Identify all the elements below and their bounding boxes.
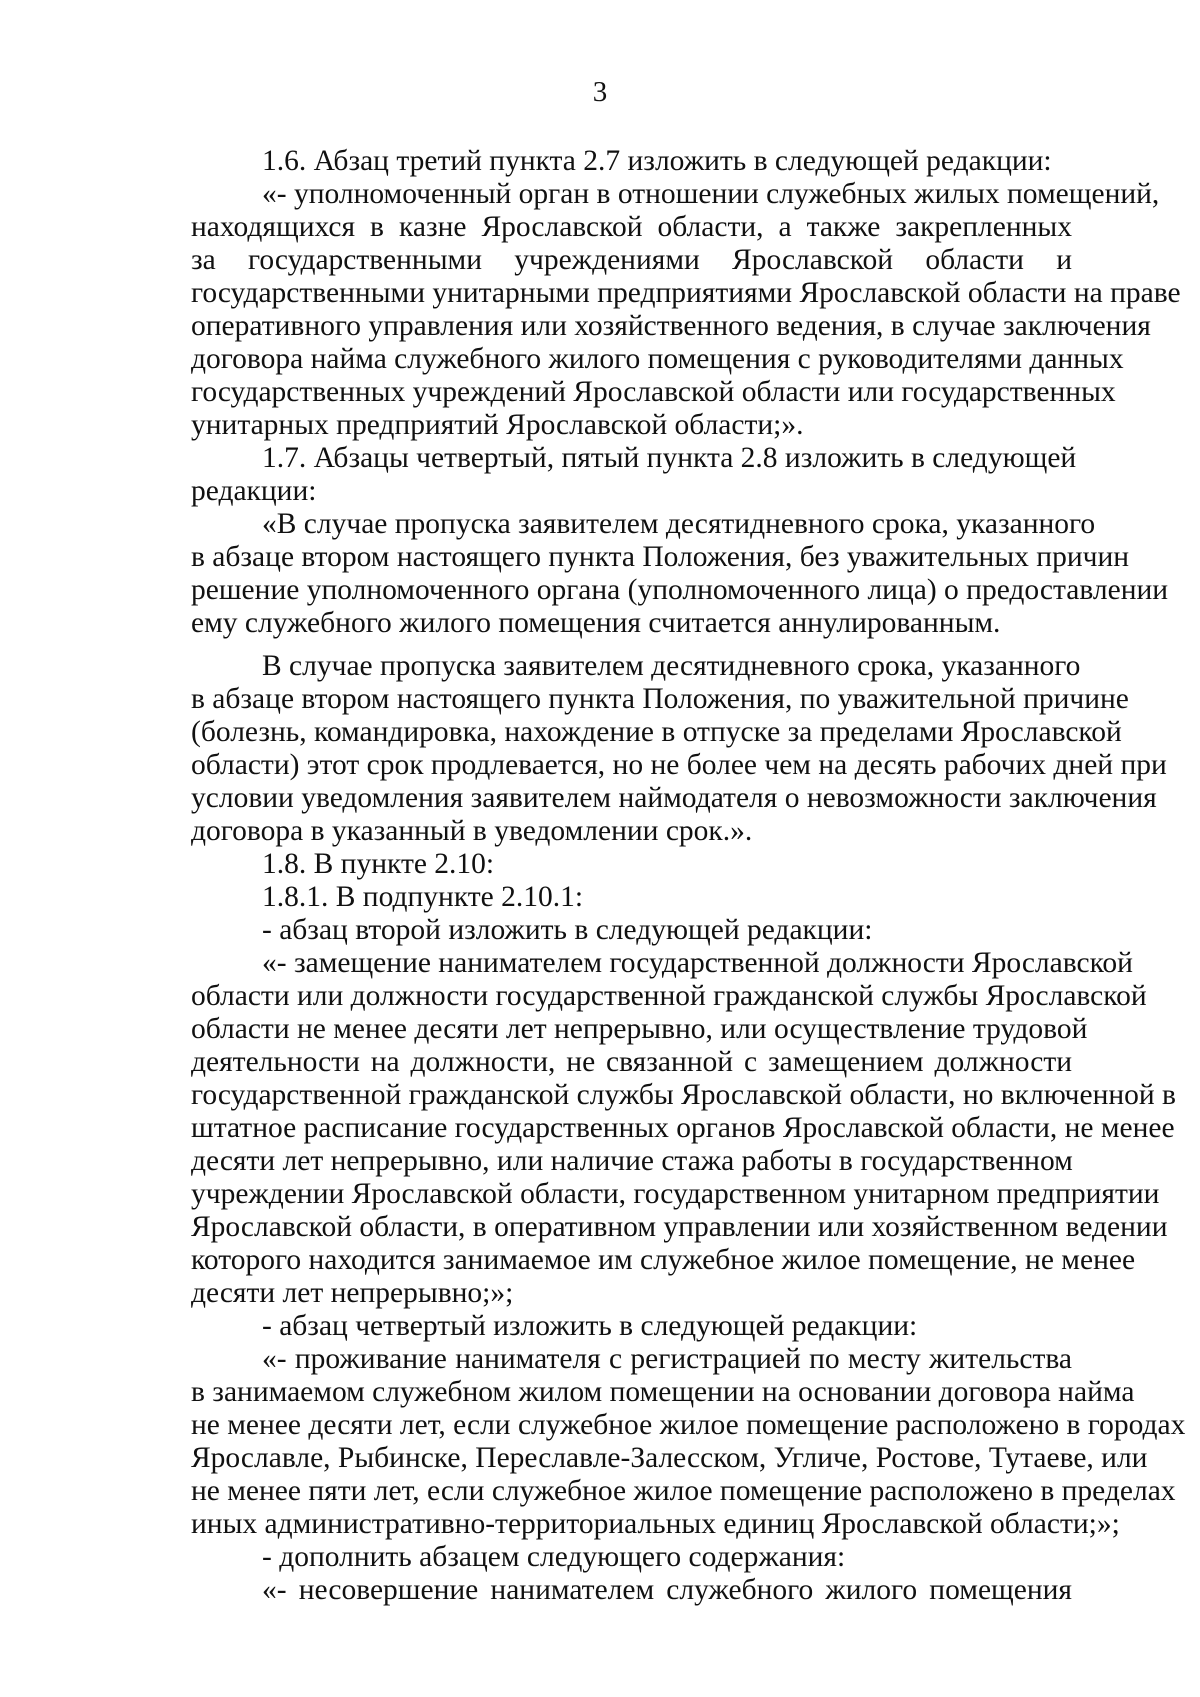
text-line: области) этот срок продлевается, но не более чем на десять рабочих дней при bbox=[191, 749, 1167, 781]
text-line: области не менее десяти лет непрерывно, или осуществление трудовой bbox=[191, 1013, 1088, 1045]
text-line: не менее десяти лет, если служебное жилое помещение расположено в городах bbox=[191, 1409, 1186, 1441]
text-line: в абзаце втором настоящего пункта Положения, по уважительной причине bbox=[191, 683, 1129, 715]
text-line: «В случае пропуска заявителем десятидневного срока, указанного bbox=[262, 508, 1096, 540]
text-line: десяти лет непрерывно;»; bbox=[191, 1277, 514, 1309]
text-line: находящихся в казне Ярославской области, а также закрепленных bbox=[191, 211, 1072, 243]
text-line: редакции: bbox=[191, 475, 317, 507]
text-line: за государственными учреждениями Ярославской области и bbox=[191, 244, 1072, 276]
text-line: 1.8.1. В подпункте 2.10.1: bbox=[262, 881, 584, 913]
text-line: учреждении Ярославской области, государственном унитарном предприятии bbox=[191, 1178, 1160, 1210]
text-line: - дополнить абзацем следующего содержания: bbox=[262, 1541, 846, 1573]
text-line: в занимаемом служебном жилом помещении на основании договора найма bbox=[191, 1376, 1135, 1408]
text-line: «- замещение нанимателем государственной должности Ярославской bbox=[262, 947, 1133, 979]
text-line: - абзац четвертый изложить в следующей редакции: bbox=[262, 1310, 918, 1342]
text-line: решение уполномоченного органа (уполномоченного лица) о предоставлении bbox=[191, 574, 1169, 606]
text-line: «- несовершение нанимателем служебного жилого помещения bbox=[262, 1574, 1072, 1606]
text-line: В случае пропуска заявителем десятидневного срока, указанного bbox=[262, 650, 1081, 682]
text-line: (болезнь, командировка, нахождение в отпуске за пределами Ярославской bbox=[191, 716, 1122, 748]
text-line: в абзаце втором настоящего пункта Положения, без уважительных причин bbox=[191, 541, 1130, 573]
text-line: десяти лет непрерывно, или наличие стажа работы в государственном bbox=[191, 1145, 1073, 1177]
text-line: Ярославской области, в оперативном управлении или хозяйственном ведении bbox=[191, 1211, 1168, 1243]
text-line: Ярославле, Рыбинске, Переславле-Залесском, Угличе, Ростове, Тутаеве, или bbox=[191, 1442, 1148, 1474]
text-line: 1.7. Абзацы четвертый, пятый пункта 2.8 изложить в следующей bbox=[262, 442, 1077, 474]
text-line: условии уведомления заявителем наймодателя о невозможности заключения bbox=[191, 782, 1157, 814]
text-line: «- проживание нанимателя с регистрацией по месту жительства bbox=[262, 1343, 1072, 1375]
text-line: которого находится занимаемое им служебное жилое помещение, не менее bbox=[191, 1244, 1136, 1276]
text-line: договора в указанный в уведомлении срок.». bbox=[191, 815, 753, 847]
text-line: 1.6. Абзац третий пункта 2.7 изложить в следующей редакции: bbox=[262, 145, 1052, 177]
text-line: иных административно-территориальных единиц Ярославской области;»; bbox=[191, 1508, 1120, 1540]
text-line: 1.8. В пункте 2.10: bbox=[262, 848, 495, 880]
text-line: государственными унитарными предприятиями Ярославской области на праве bbox=[191, 277, 1181, 309]
text-line: - абзац второй изложить в следующей редакции: bbox=[262, 914, 873, 946]
page-number: 3 bbox=[592, 76, 608, 108]
text-line: не менее пяти лет, если служебное жилое помещение расположено в пределах bbox=[191, 1475, 1176, 1507]
paragraph-gap bbox=[191, 640, 1072, 650]
text-line: деятельности на должности, не связанной с замещением должности bbox=[191, 1046, 1072, 1078]
text-line: ему служебного жилого помещения считается аннулированным. bbox=[191, 607, 1001, 639]
text-line: области или должности государственной гражданской службы Ярославской bbox=[191, 980, 1147, 1012]
text-line: «- уполномоченный орган в отношении служебных жилых помещений, bbox=[262, 178, 1160, 210]
text-line: оперативного управления или хозяйственного ведения, в случае заключения bbox=[191, 310, 1151, 342]
text-line: договора найма служебного жилого помещения с руководителями данных bbox=[191, 343, 1124, 375]
text-line: государственной гражданской службы Ярославской области, но включенной в bbox=[191, 1079, 1176, 1111]
document-body bbox=[191, 145, 1186, 1607]
text-line: штатное расписание государственных органов Ярославской области, не менее bbox=[191, 1112, 1175, 1144]
text-line: государственных учреждений Ярославской области или государственных bbox=[191, 376, 1116, 408]
text-line: унитарных предприятий Ярославской области;». bbox=[191, 409, 804, 441]
